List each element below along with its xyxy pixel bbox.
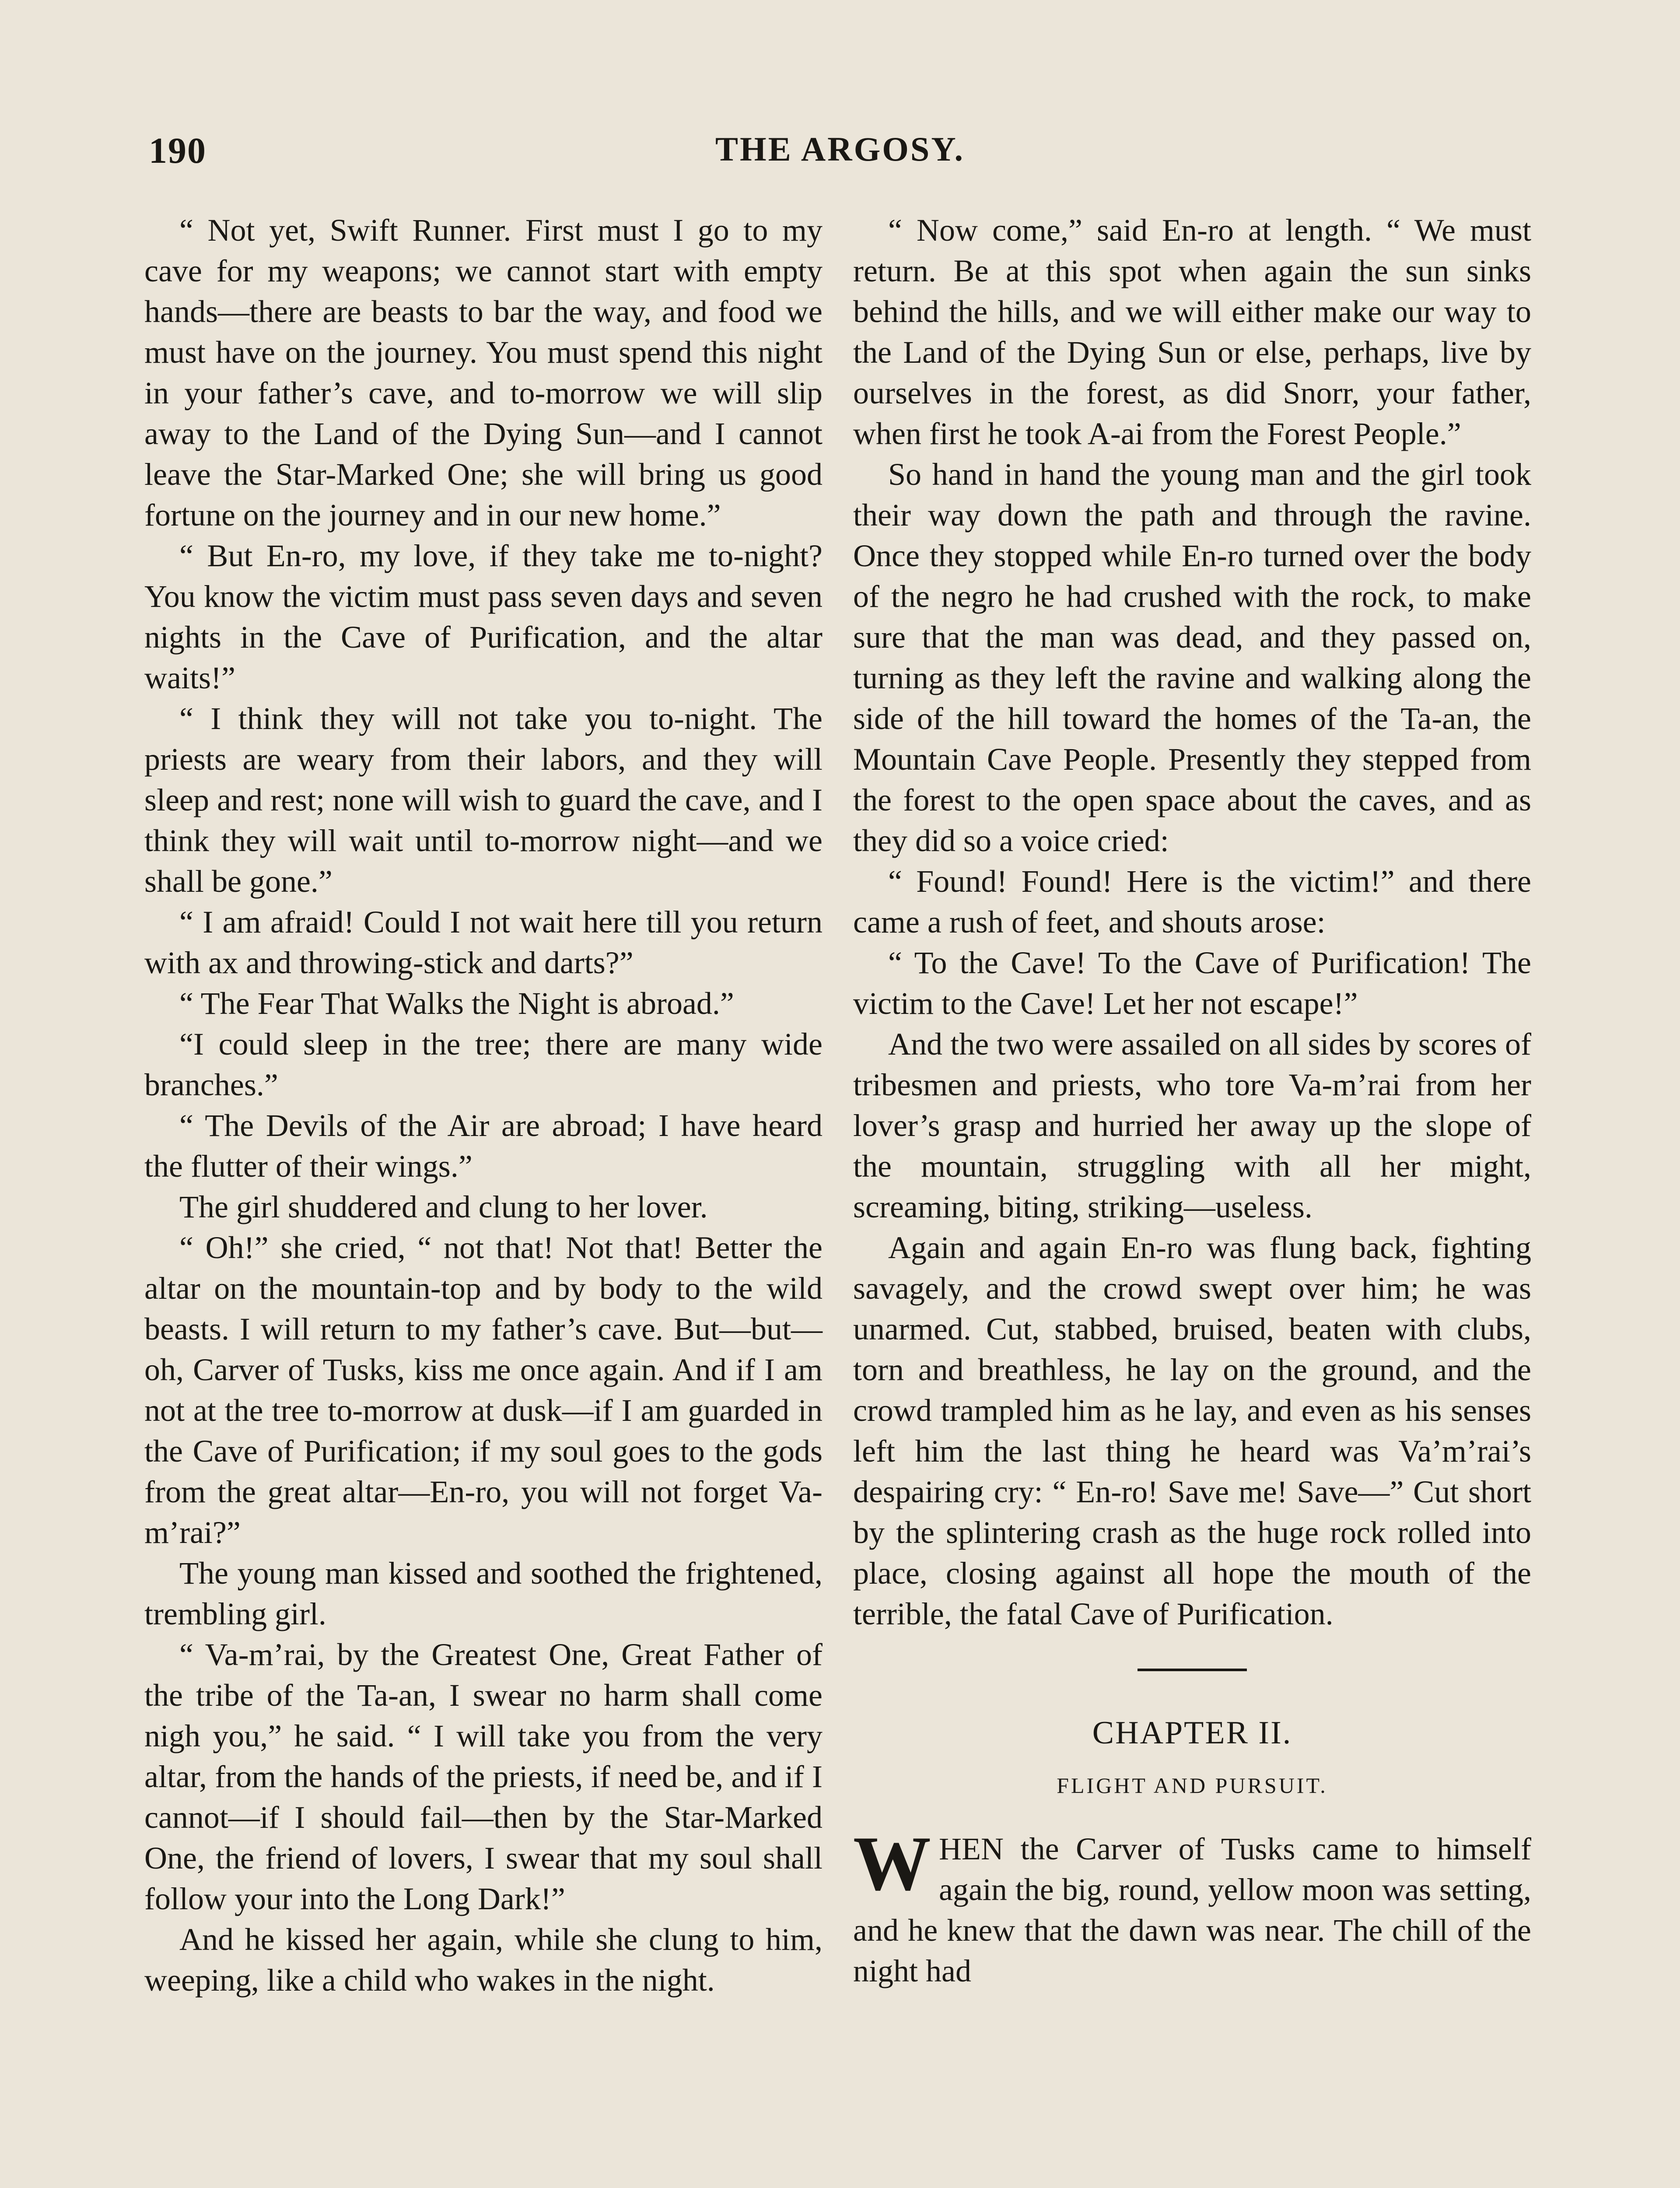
- section-divider: [1138, 1669, 1247, 1671]
- paragraph: “ But En-ro, my love, if they take me to-night? You know the victim must pass seven days and seven nights in the Cave of Purification, and the altar waits!”: [144, 538, 822, 695]
- chapter-title: CHAPTER II.: [1092, 1715, 1292, 1751]
- paragraph: “ Not yet, Swift Runner. First must I go to my cave for my weapons; we cannot start with empty hands—there are beasts to bar the way, and food we must have on the journey. You must spend this night in your father’s cave, and to-morrow we will slip away to the Land of the Dying Sun—and I cannot leave the Star-Marked One; she will bring us good fortune on the journey and in our new home.”: [144, 213, 822, 533]
- chapter-subtitle: FLIGHT AND PURSUIT.: [1057, 1773, 1328, 1798]
- left-column: [144, 210, 822, 2001]
- chapter-opening-paragraph: [853, 1820, 1531, 1992]
- paragraph: “ Oh!” she cried, “ not that! Not that! Better the altar on the mountain-top and by body to the wild beasts. I will return to my father’s cave. But—but—oh, Carver of Tusks, kiss me once again. And if I am not at the tree to-morrow at dusk—if I am guarded in the Cave of Purification; if my soul goes to the gods from the great altar—En-ro, you will not forget Va-m’rai?”: [144, 1230, 822, 1550]
- running-title: THE ARGOSY.: [715, 130, 965, 168]
- paragraph: “ Found! Found! Here is the victim!” and there came a rush of feet, and shouts arose:: [853, 864, 1531, 940]
- drop-cap: W: [853, 1820, 931, 1907]
- paragraph: “I could sleep in the tree; there are many wide branches.”: [144, 1027, 822, 1102]
- paragraph: So hand in hand the young man and the girl took their way down the path and through the ravine. Once they stopped while En-ro turned over the body of the negro he had crushed with the rock, to make sure that the man was dead, and they passed on, turning as they left the ravine and walking along the side of the hill toward the homes of the Ta-an, the Mountain Cave People. Presently they stepped from the forest to the open space about the caves, and as they did so a voice cried:: [853, 457, 1531, 858]
- paragraph: The girl shuddered and clung to her lover.: [179, 1189, 708, 1224]
- page-header: [149, 130, 1531, 178]
- page-number: 190: [149, 130, 206, 171]
- paragraph: “ I am afraid! Could I not wait here till you return with ax and throwing-stick and darts?”: [144, 905, 822, 980]
- paragraph: “ I think they will not take you to-night. The priests are weary from their labors, and they will sleep and rest; none will wish to guard the cave, and I think they will wait until to-morrow night—and we shall be gone.”: [144, 701, 822, 899]
- paragraph: “ Now come,” said En-ro at length. “ We must return. Be at this spot when again the sun sinks behind the hills, and we will either make our way to the Land of the Dying Sun or else, perhaps, live by ourselves in the forest, as did Snorr, your father, when first he took A-ai from the Forest People.”: [853, 213, 1531, 451]
- paragraph: “ Va-m’rai, by the Greatest One, Great Father of the tribe of the Ta-an, I swear no harm shall come nigh you,” he said. “ I will take you from the very altar, from the hands of the priests, if need be, and if I cannot—if I should fail—then by the Star-Marked One, the friend of lovers, I swear that my soul shall follow your into the Long Dark!”: [144, 1637, 822, 1916]
- right-column: [853, 210, 1531, 1992]
- chapter-opening-text: HEN the Carver of Tusks came to himself again the big, round, yellow moon was setting, and he knew that the dawn was near. The chill of the night had: [853, 1831, 1531, 1988]
- paragraph: The young man kissed and soothed the frightened, trembling girl.: [144, 1556, 822, 1631]
- paragraph: “ The Fear That Walks the Night is abroad.”: [179, 986, 734, 1021]
- paragraph: And the two were assailed on all sides by scores of tribesmen and priests, who tore Va-m’rai from her lover’s grasp and hurried her away up the slope of the mountain, struggling with all her might, screaming, biting, striking—useless.: [853, 1027, 1531, 1224]
- paragraph: “ To the Cave! To the Cave of Purification! The victim to the Cave! Let her not escape!”: [853, 945, 1531, 1021]
- paragraph: Again and again En-ro was flung back, fighting savagely, and the crowd swept over him; he was unarmed. Cut, stabbed, bruised, beaten with clubs, torn and breathless, he lay on the ground, and the crowd trampled him as he lay, and even as his senses left him the last thing he heard was Va’m’rai’s despairing cry: “ En-ro! Save me! Save—” Cut short by the splintering crash as the huge rock rolled into place, closing against all hope the mouth of the terrible, the fatal Cave of Purification.: [853, 1230, 1531, 1631]
- paragraph: “ The Devils of the Air are abroad; I have heard the flutter of their wings.”: [144, 1108, 822, 1184]
- paragraph: And he kissed her again, while she clung to him, weeping, like a child who wakes in the night.: [144, 1922, 822, 1998]
